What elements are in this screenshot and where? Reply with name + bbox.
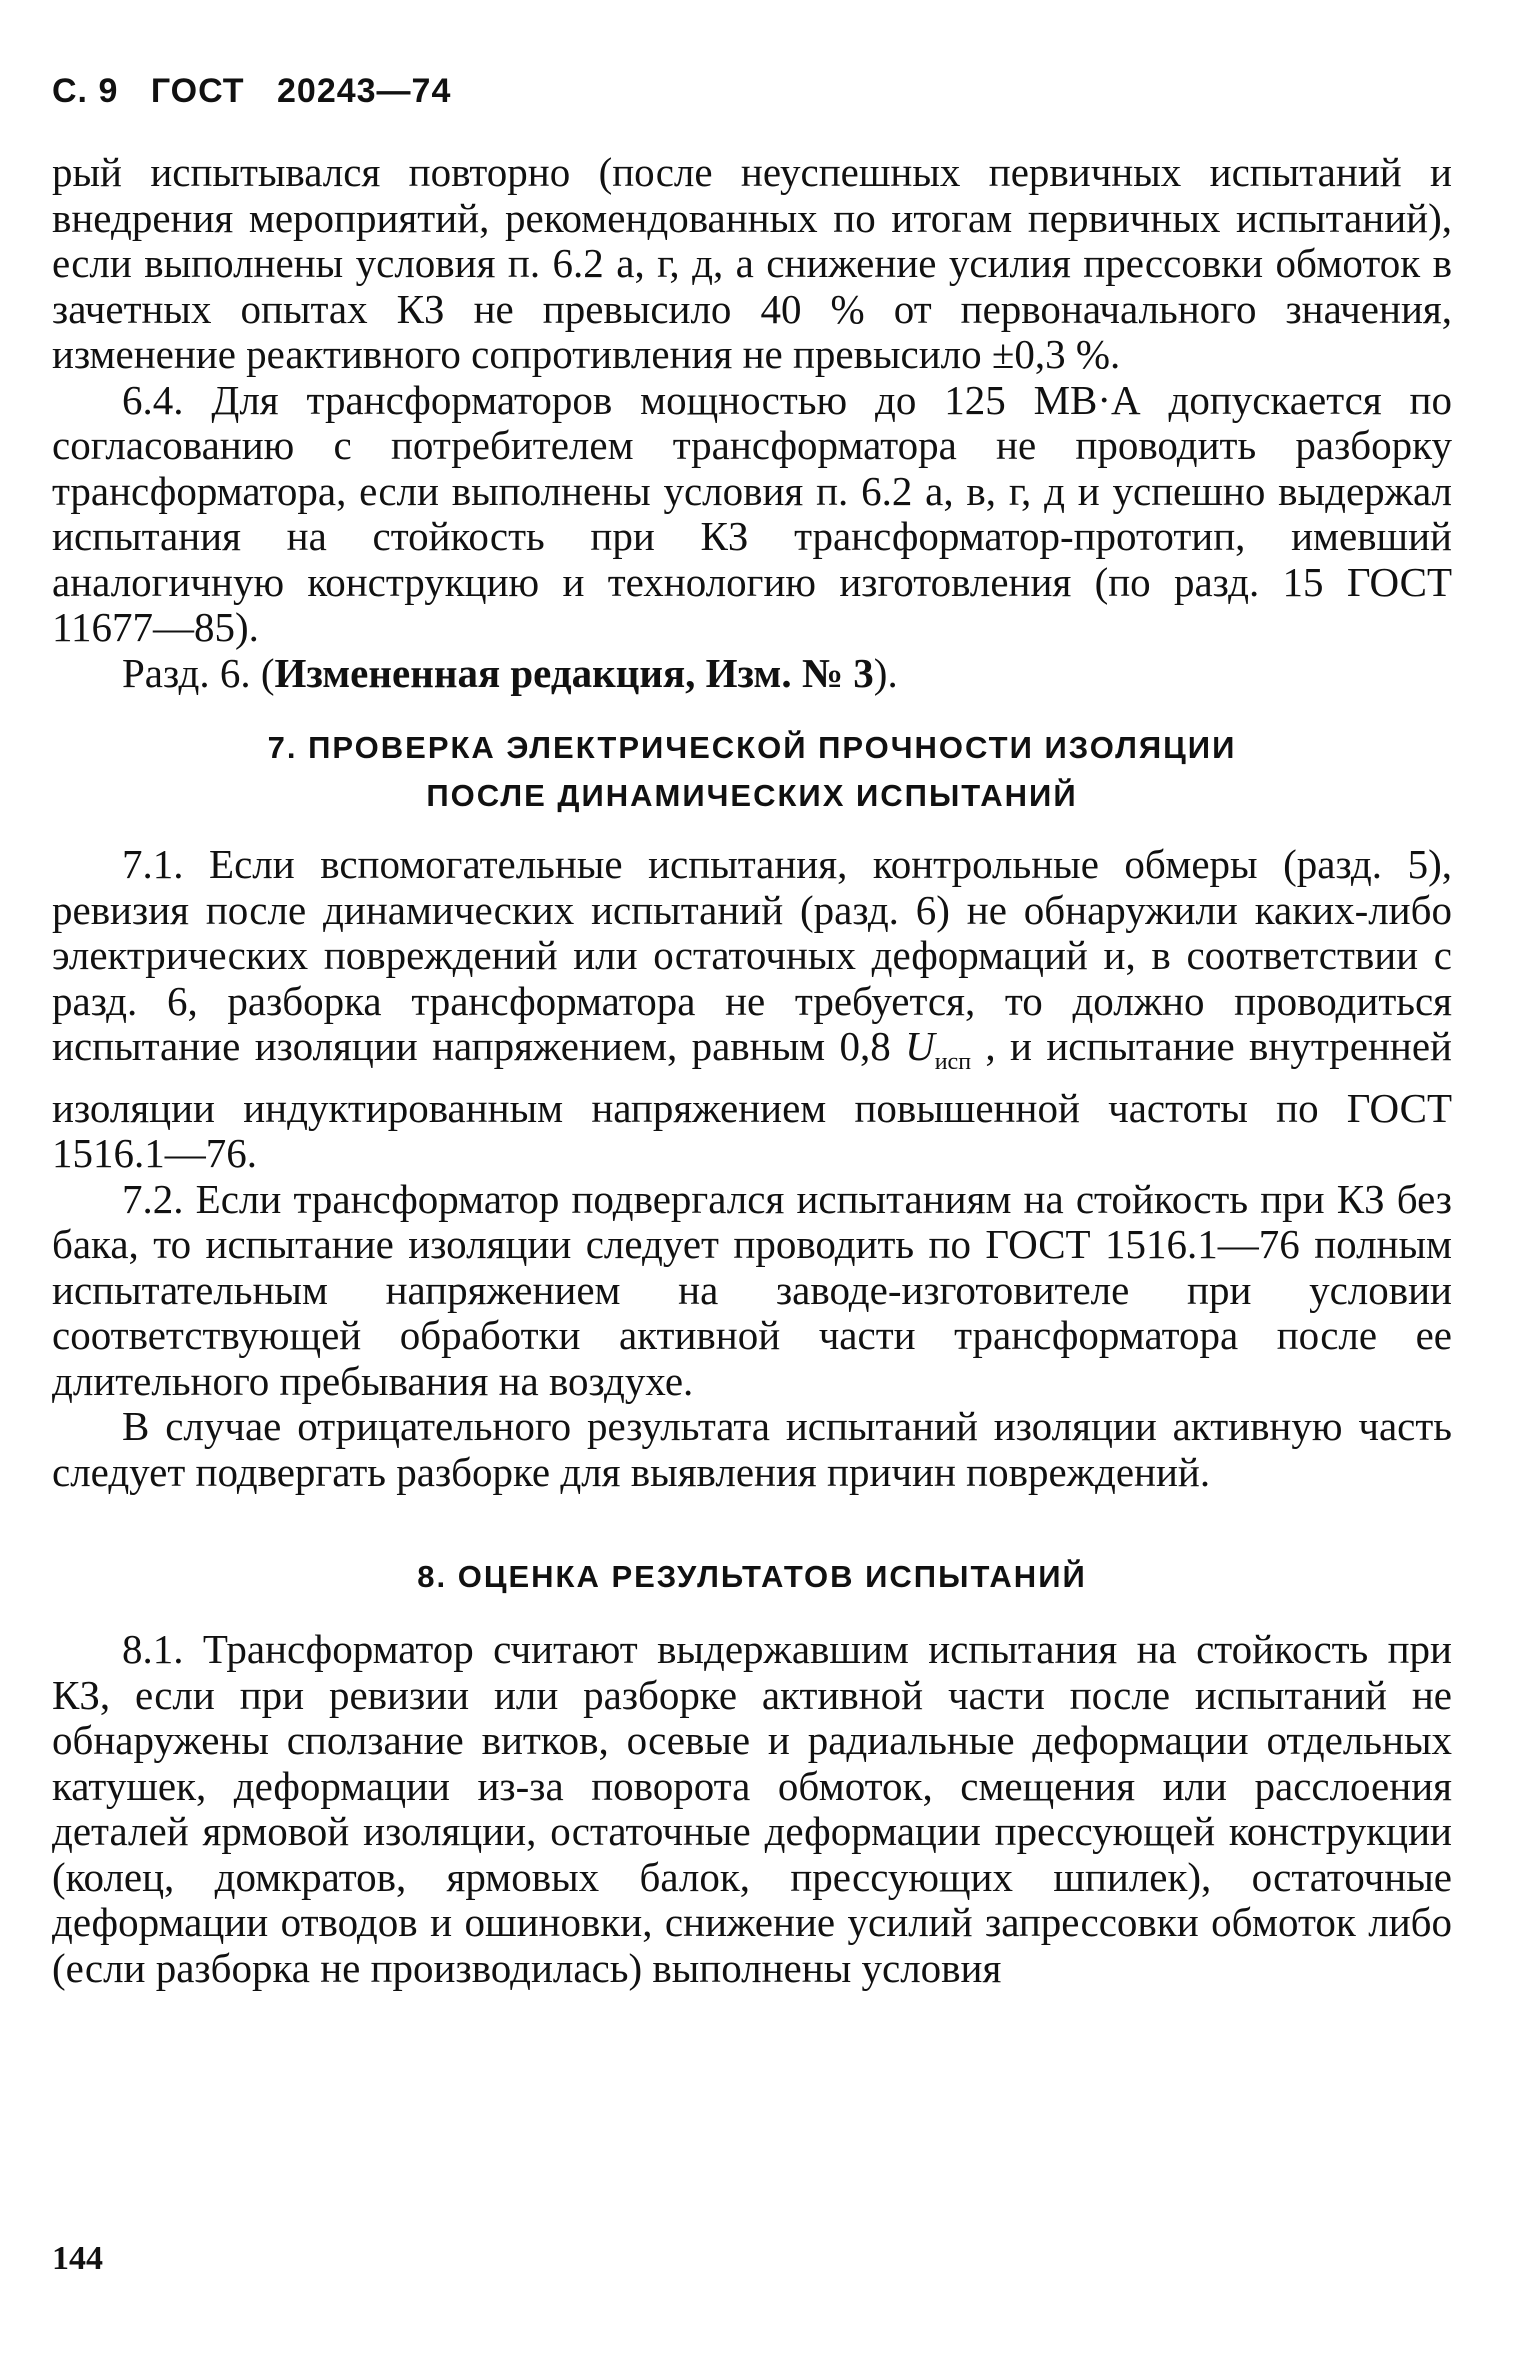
paragraph-continuation: рый испытывался повторно (после неуспешных первичных испытаний и внедрения мероприятий, рекомендованных по итогам первичных испытаний), если выполнены условия п. 6.2 а, г, д, а снижение усилия прессовки обмоток в зачетных опытах КЗ не превысило 40 % от первоначального значения, изменение реактивного сопротивления не превысило ±0,3 %. <box>52 149 1452 377</box>
paragraph-6-4: 6.4. Для трансформаторов мощностью до 125 МВ·А допускается по согласованию с потребителем трансформатора не проводить разборку трансформатора, если выполнены условия п. 6.2 а, в, г, д и успешно выдержал испытания на стойкость при КЗ трансформатор-прототип, имевший аналогичную конструкцию и технологию изготовления (по разд. 15 ГОСТ 11677—85). <box>52 376 1452 650</box>
p71-text-b: , и испытание внутренней изоляции индуктированным напряжением повышенной частоты по ГОСТ 1516.1—76. <box>52 1023 1452 1177</box>
standard-number: 20243—74 <box>277 72 452 110</box>
standard-label: ГОСТ <box>150 72 245 110</box>
note-bold: Измененная редакция, Изм. № 3 <box>274 649 874 696</box>
note-prefix: Разд. 6. ( <box>122 649 275 696</box>
page-label: С. 9 <box>52 72 119 110</box>
voltage-subscript: исп <box>934 1049 972 1076</box>
note-suffix: ). <box>873 649 898 696</box>
paragraph-8-1: 8.1. Трансформатор считают выдержавшим испытания на стойкость при КЗ, если при ревизии или разборке активной части после испытаний не обнаружены сползание витков, осевые и радиальные деформации отдельных катушек, деформации из-за поворота обмоток, смещения или расслоения деталей ярмовой изоляции, остаточные деформации прессующей конструкции (колец, домкратов, ярмовых балок, прессующих шпилек), остаточные деформации отводов и ошиновки, снижение усилий запрессовки обмоток либо (если разборка не производилась) выполнены условия <box>52 1626 1452 1991</box>
section-8-heading: 8. ОЦЕНКА РЕЗУЛЬТАТОВ ИСПЫТАНИЙ <box>417 1559 1087 1595</box>
section-7-heading-line2: ПОСЛЕ ДИНАМИЧЕСКИХ ИСПЫТАНИЙ <box>426 778 1078 813</box>
paragraph-7-2: 7.2. Если трансформатор подвергался испытаниям на стойкость при КЗ без бака, то испытание изоляции следует проводить по ГОСТ 1516.1—76 полным испытательным напряжением на заводе-изготовителе при условии соответствующей обработки активной части трансформатора после ее длительного пребывания на воздухе. <box>52 1175 1452 1404</box>
paragraph-7-3: В случае отрицательного результата испытаний изоляции активную часть следует подвергать разборке для выявления причин повреждений. <box>52 1403 1452 1495</box>
paragraph-7-1 <box>52 842 1452 1177</box>
section-7-heading-line1: 7. ПРОВЕРКА ЭЛЕКТРИЧЕСКОЙ ПРОЧНОСТИ ИЗОЛЯЦИИ <box>267 730 1237 765</box>
page-header <box>52 72 473 111</box>
page-number: 144 <box>52 2240 103 2277</box>
p71-text-a: 7.1. Если вспомогательные испытания, контрольные обмеры (разд. 5), ревизия после динамических испытаний (разд. 6) не обнаружили каких-либо электрических повреждений или остаточных деформаций и, в соответствии с разд. 6, разборка трансформатора не требуется, то должно проводиться испытание изоляции напряжением, равным 0,8 <box>52 841 1452 1069</box>
paragraph-section-6-note <box>52 651 1452 697</box>
voltage-symbol: U <box>905 1023 935 1069</box>
document-body <box>52 150 1452 1991</box>
